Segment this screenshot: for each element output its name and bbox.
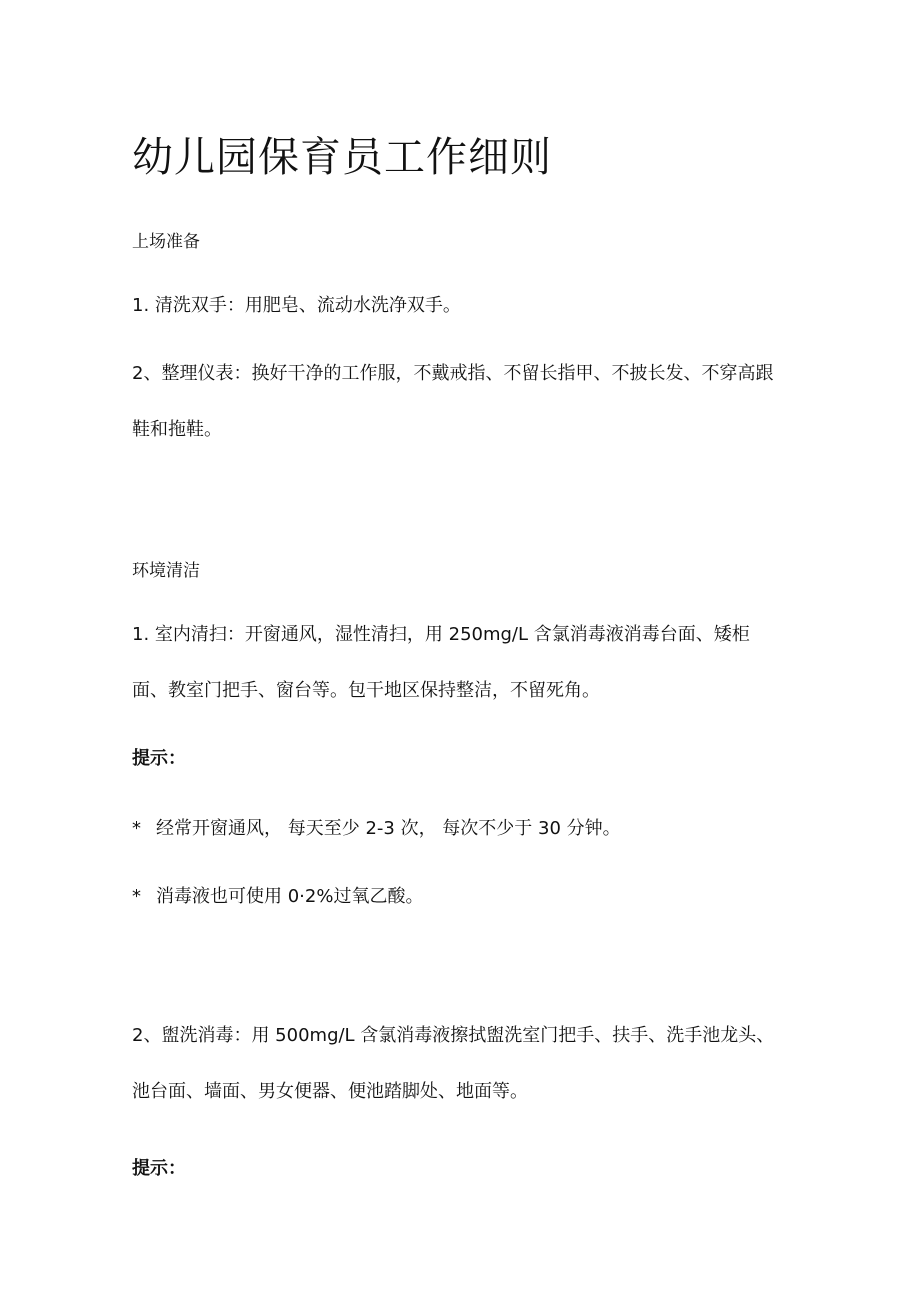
tip-text: 消毒液也可使用 0·2%过氧乙酸。 — [156, 886, 424, 907]
bullet-star-icon: * — [132, 886, 141, 907]
document-title: 幼儿园保育员工作细则 — [132, 133, 552, 181]
bullet-star-icon: * — [132, 818, 141, 839]
paragraph-indoor-cleaning: 1. 室内清扫：开窗通风，湿性清扫，用 250mg/L 含氯消毒液消毒台面、矮柜面、教室门把手、窗台等。包干地区保持整洁，不留死角。 — [132, 624, 750, 701]
paragraph-appearance: 2、整理仪表：换好干净的工作服，不戴戒指、不留长指甲、不披长发、不穿高跟鞋和拖鞋。 — [132, 363, 774, 440]
paragraph-washroom-disinfection: 2、盥洗消毒：用 500mg/L 含氯消毒液擦拭盥洗室门把手、扶手、洗手池龙头、池台面、墙面、男女便器、便池踏脚处、地面等。 — [132, 1025, 775, 1102]
tip-bullet — [132, 814, 621, 840]
section-heading-preparation: 上场准备 — [132, 232, 200, 252]
section-heading-environment: 环境清洁 — [132, 561, 200, 581]
tip-label: 提示： — [132, 748, 186, 769]
tip-label: 提示： — [132, 1158, 186, 1179]
paragraph-wash-hands: 1. 清洗双手：用肥皂、流动水洗净双手。 — [132, 295, 461, 316]
tip-text: 经常开窗通风， 每天至少 2-3 次， 每次不少于 30 分钟。 — [156, 818, 621, 839]
tip-bullet — [132, 882, 423, 908]
